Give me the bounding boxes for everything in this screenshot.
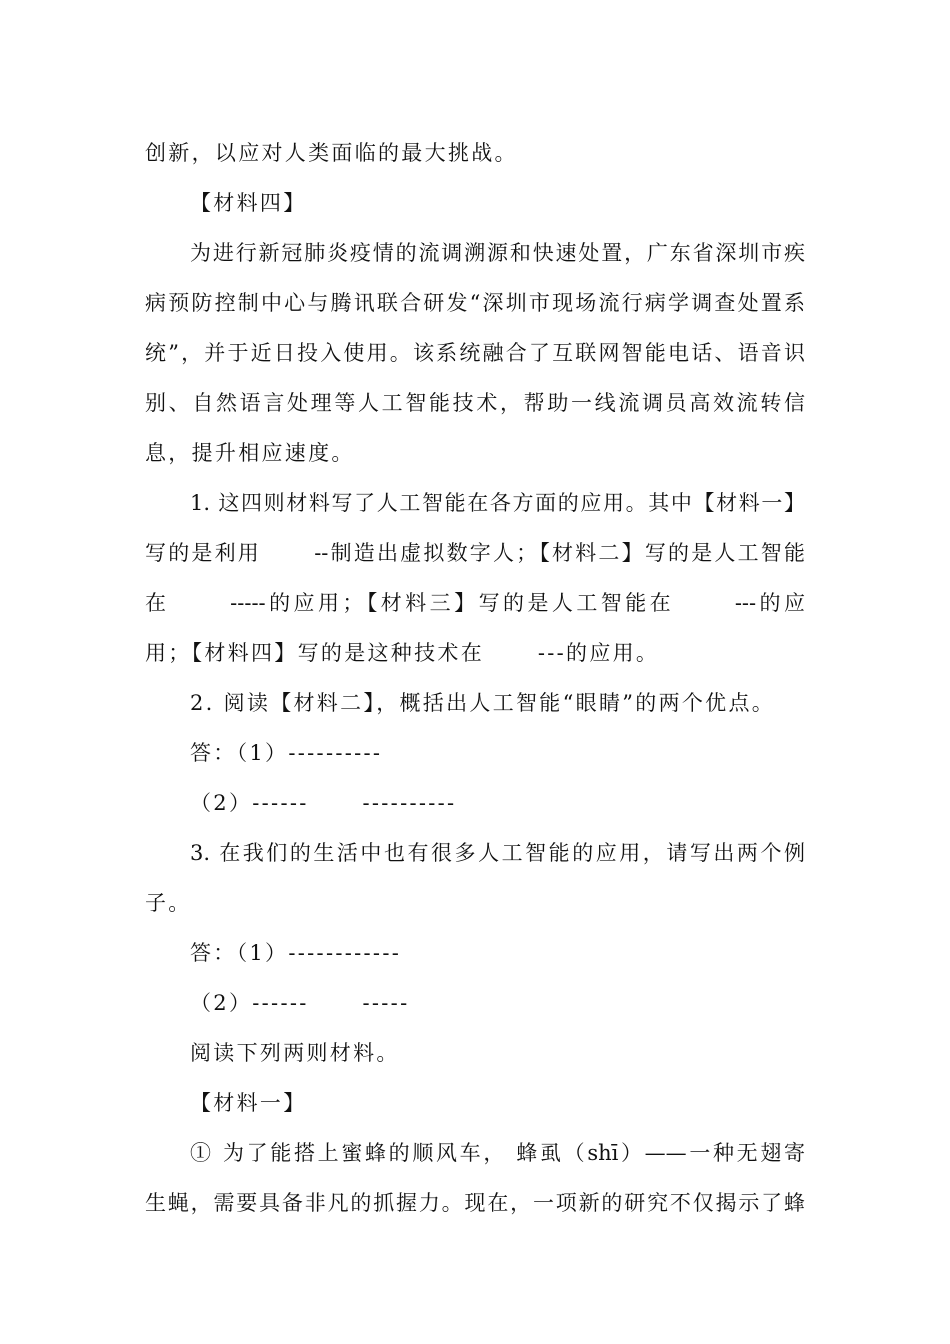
question-3-continued: 子。 [145,891,192,915]
question-3: 3. 在我们的生活中也有很多人工智能的应用，请写出两个例 [190,841,805,865]
text-line-3: 为进行新冠肺炎疫情的流调溯源和快速处置，广东省深圳市疾 [190,241,805,265]
paragraph-1-line-1: ① 为了能搭上蜜蜂的顺风车， 蜂虱（shī）——一种无翅寄 [190,1141,805,1165]
question-1: 1. 这四则材料写了人工智能在各方面的应用。其中【材料一】 [190,491,805,515]
question-1-blank-line-3: 用；【材料四】写的是这种技术在 ---的应用。 [145,641,660,665]
section-heading-material-4: 【材料四】 [190,191,307,215]
question-2: 2. 阅读【材料二】，概括出人工智能“眼睛”的两个优点。 [190,691,776,715]
section-heading-material-1: 【材料一】 [190,1091,307,1115]
answer-3-part-1: 答：（1）------------ [190,941,402,965]
text-line-5: 统”，并于近日投入使用。该系统融合了互联网智能电话、语音识 [145,341,805,365]
answer-3-part-2: （2）------ ----- [190,991,410,1015]
text-line-4: 病预防控制中心与腾讯联合研发“深圳市现场流行病学调查处置系 [145,291,805,315]
question-1-blank-line-2: 在 -----的应用；【材料三】写的是人工智能在 ---的应 [145,591,805,615]
reading-instruction: 阅读下列两则材料。 [190,1041,400,1065]
paragraph-1-line-2: 生蝇，需要具备非凡的抓握力。现在，一项新的研究不仅揭示了蜂 [145,1191,805,1215]
question-1-blank-line-1: 写的是利用 --制造出虚拟数字人；【材料二】写的是人工智能 [145,541,805,565]
text-line-7: 息，提升相应速度。 [145,441,355,465]
text-line-1: 创新，以应对人类面临的最大挑战。 [145,141,518,165]
answer-2-part-1: 答：（1）---------- [190,741,383,765]
text-line-6: 别、自然语言处理等人工智能技术，帮助一线流调员高效流转信 [145,391,805,415]
answer-2-part-2: （2）------ ---------- [190,791,457,815]
